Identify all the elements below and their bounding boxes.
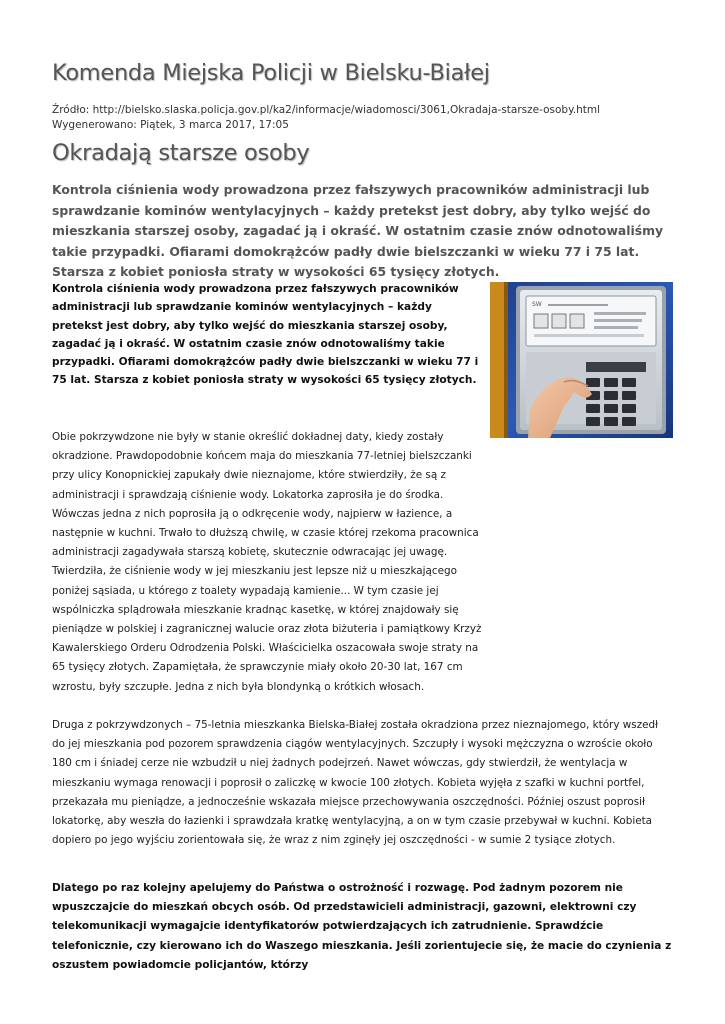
article-paragraph-2: Druga z pokrzywdzonych – 75-letnia mieszkanka Bielska-Białej została okradziona przez nieznajomego, który wszedł do jej mieszkania pod pozorem sprawdzenia ciągów wentylacyjnych. Szczupły i wysoki mężczyzna o wzroście około 180 cm i śniadej cerze nie wzbudził u niej żadnych podejrzeń. Nawet wówczas, gdy stwierdził, że wentylacja w mieszkaniu wymaga renowacji i poprosił o zaliczkę w kwocie 100 złotych. Kobieta wyjęła z szafki w kuchni portfel, przekazała mu pieniądze, a jednocześnie wskazała miejsce przechowywania oszczędności. Później oszust poprosił lokatorkę, aby weszła do łazienki i sprawdzała kratkę wentylacyjną, a on w tym czasie przebywał w kuchni. Kobieta dopiero po jego wyjściu zorientowała się, że wraz z nim zginęły jej oszczędności - w sumie 2 tysiące złotych. (52, 719, 659, 847)
article-appeal: Dlatego po raz kolejny apelujemy do Państwa o ostrożność i rozwagę. Pod żadnym pozorem nie wpuszczajcie do mieszkań obcych osób. Od przedstawicieli administracji, gazowni, elektrowni czy telekomunikacji wymagajcie identyfikatorów potwierdzających ich zatrudnienie. Sprawdźcie telefonicznie, czy kierowano ich do Waszego mieszkania. Jeśli zorientujecie się, że macie do czynienia z oszustem powiadomcie policjantów, którzy (52, 882, 672, 971)
source-line: Źródło: http://bielsko.slaska.policja.gov.pl/ka2/informacje/wiadomosci/3061,Okradaja-starsze-osoby.html (52, 104, 601, 116)
article-lead: Kontrola ciśnienia wody prowadzona przez fałszywych pracowników administracji lub sprawdzanie kominów wentylacyjnych – każdy pretekst jest dobry, aby tylko wejść do mieszkania starszej osoby, zagadać ją i okraść. W ostatnim czasie znów odnotowaliśmy takie przypadki. Ofiarami domokrążców padły dwie bielszczanki w wieku 77 i 75 lat. Starsza z kobiet poniosła straty w wysokości 65 tysięcy złotych. (52, 182, 664, 279)
article-paragraph-1: Obie pokrzywdzone nie były w stanie określić dokładnej daty, kiedy zostały okradzione. Prawdopodobnie końcem maja do mieszkania 77-letniej bielszczanki przy ulicy Konopnickiej zapukały dwie nieznajome, które stwierdziły, że są z administracji i sprawdzają ciśnienie wody. Lokatorka zaprosiła je do środka. Wówczas jedna z nich poprosiła ją o odkręcenie wody, najpierw w łazience, a następnie w kuchni. Trwało to dłuższą chwilę, w czasie której rzekoma pracownica administracji zagadywała starszą kobietę, skutecznie odwracając jej uwagę. Twierdziła, że ciśnienie wody w jej mieszkaniu jest lepsze niż u mieszkającego poniżej sąsiada, u którego z toalety wypadają kamienie... W tym czasie jej wspólniczka splądrowała mieszkanie kradnąc kasetkę, w której znajdowały się pieniądze w polskiej i zagranicznej walucie oraz złota biżuteria i pamiątkowy Krzyż Kawalerskiego Orderu Odrodzenia Polski. Właścicielka oszacowała swoje straty na 65 tysięcy złotych. Zapamiętała, że sprawczynie miały około 20-30 lat, 167 cm wzrostu, były szczupłe. Jedna z nich była blondynką o krótkich włosach. (52, 431, 482, 693)
wall-safe-keypad-photo (490, 282, 673, 438)
svg-text:SW: SW (532, 301, 542, 308)
document-meta (52, 103, 600, 133)
site-title: Komenda Miejska Policji w Bielsku-Białej (52, 60, 490, 86)
article-title: Okradają starsze osoby (52, 140, 310, 166)
generated-line: Wygenerowano: Piątek, 3 marca 2017, 17:05 (52, 119, 289, 131)
article-intro: Kontrola ciśnienia wody prowadzona przez fałszywych pracowników administracji lub sprawdzanie kominów wentylacyjnych – każdy pretekst jest dobry, aby tylko wejść do mieszkania starszej osoby, zagadać ją i okraść. W ostatnim czasie znów odnotowaliśmy takie przypadki. Ofiarami domokrążców padły dwie bielszczanki w wieku 77 i 75 lat. Starsza z kobiet poniosła straty w wysokości 65 tysięcy złotych. (52, 283, 479, 387)
